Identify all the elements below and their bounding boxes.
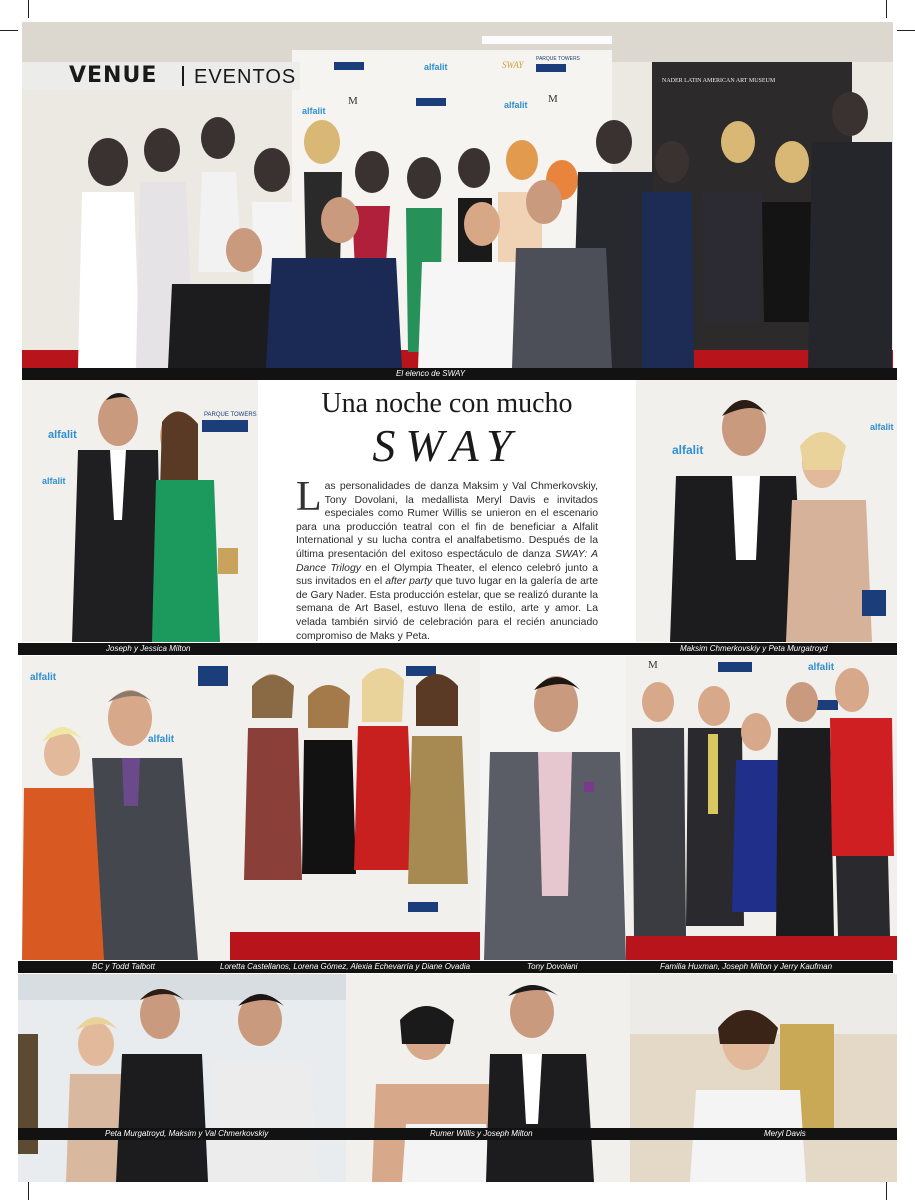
crop-mark xyxy=(0,30,18,31)
photo-caption: Peta Murgatroyd, Maksim y Val Chmerkovskiy xyxy=(105,1129,269,1138)
sponsor-logo: M xyxy=(348,95,358,107)
peta-maksim-val-photo xyxy=(18,974,346,1182)
photo-caption: Rumer Willis y Joseph Milton xyxy=(430,1129,533,1138)
svg-text:alfalit: alfalit xyxy=(48,429,77,441)
svg-text:M: M xyxy=(648,659,658,671)
cast-photo xyxy=(22,22,893,368)
article-text: en el Olympia Theater, el elenco celebró junto a sus invitados en el xyxy=(296,562,599,588)
tony-photo xyxy=(480,656,626,960)
article-title: Una noche con mucho xyxy=(321,388,573,419)
photo-caption: Familia Huxman, Joseph Milton y Jerry Kaufman xyxy=(660,962,833,971)
photo-caption: Meryl Davis xyxy=(764,1129,806,1138)
article-body xyxy=(296,474,599,643)
article xyxy=(258,380,636,642)
joseph-jessica-photo xyxy=(22,380,258,642)
sponsor-logo: alfalit xyxy=(424,62,448,72)
svg-text:alfalit: alfalit xyxy=(30,672,57,683)
photo-caption: Joseph y Jessica Milton xyxy=(106,644,191,653)
sponsor-logo: PARQUE TOWERS xyxy=(536,56,580,62)
crop-mark xyxy=(886,0,887,18)
show-name: SWAY: A Dance Trilogy xyxy=(296,548,598,574)
meryl-photo xyxy=(630,974,897,1182)
svg-text:alfalit: alfalit xyxy=(672,443,704,457)
crop-mark xyxy=(28,0,29,18)
article-text: as personalidades de danza Maksim y Val Chmerkovskiy, Tony Dovolani, la medallista Meryl Davis e invitados especiales como Rumer Willis se unieron en el escenario para una producción teatral con el fin de beneficiar a Alfalit International y su lucha contra el analfabetismo. Después de la última presentación del exitoso espectáculo de danza xyxy=(296,481,598,560)
svg-text:PARQUE TOWERS: PARQUE TOWERS xyxy=(204,412,257,418)
svg-text:alfalit: alfalit xyxy=(42,476,66,486)
caption-bar xyxy=(22,368,897,380)
photo-caption: Loretta Castellanos, Lorena Gómez, Alexia Echevarría y Diane Ovadia xyxy=(220,962,471,971)
gallery-sign: NADER LATIN AMERICAN ART MUSEUM xyxy=(662,78,776,84)
crop-mark xyxy=(886,1182,887,1200)
photo-caption: BC y Todd Talbott xyxy=(92,962,156,971)
bc-todd-photo xyxy=(22,656,230,960)
svg-text:alfalit: alfalit xyxy=(808,662,835,673)
photo-caption: El elenco de SWAY xyxy=(396,369,466,378)
caption-bar xyxy=(18,643,897,655)
sponsor-logo: SWAY xyxy=(502,60,524,70)
caption-bar xyxy=(18,961,893,973)
drop-cap: L xyxy=(296,474,322,520)
article-title-show: SWAY xyxy=(372,420,522,471)
section-title: VENUE xyxy=(69,63,158,88)
huxman-photo xyxy=(626,656,897,960)
photo-caption: Tony Dovolani xyxy=(527,962,578,971)
article-text: que tuvo lugar en la galería de arte de Gary Nader. Esta producción estelar, que se realizó durante la semana de Art Basel, estuvo llena de estilo, arte y amor. La velada también sirvió de celebración para el recién anunciado compromiso de Maks y Peta. xyxy=(296,576,598,642)
svg-text:alfalit: alfalit xyxy=(870,422,894,432)
four-women-photo xyxy=(230,656,480,960)
section-subtitle: EVENTOS xyxy=(194,66,297,88)
crop-mark xyxy=(897,30,915,31)
photo-caption: Maksim Chmerkovskiy y Peta Murgatroyd xyxy=(680,644,828,653)
caption-bar xyxy=(18,1128,897,1140)
rumer-joseph-photo xyxy=(346,974,630,1182)
party-term: after party xyxy=(385,576,433,588)
sponsor-logo: M xyxy=(548,93,558,105)
sponsor-logo: alfalit xyxy=(504,100,528,110)
maksim-peta-photo xyxy=(636,380,897,642)
sponsor-logo: alfalit xyxy=(302,106,326,116)
svg-text:alfalit: alfalit xyxy=(148,734,175,745)
crop-mark xyxy=(28,1182,29,1200)
